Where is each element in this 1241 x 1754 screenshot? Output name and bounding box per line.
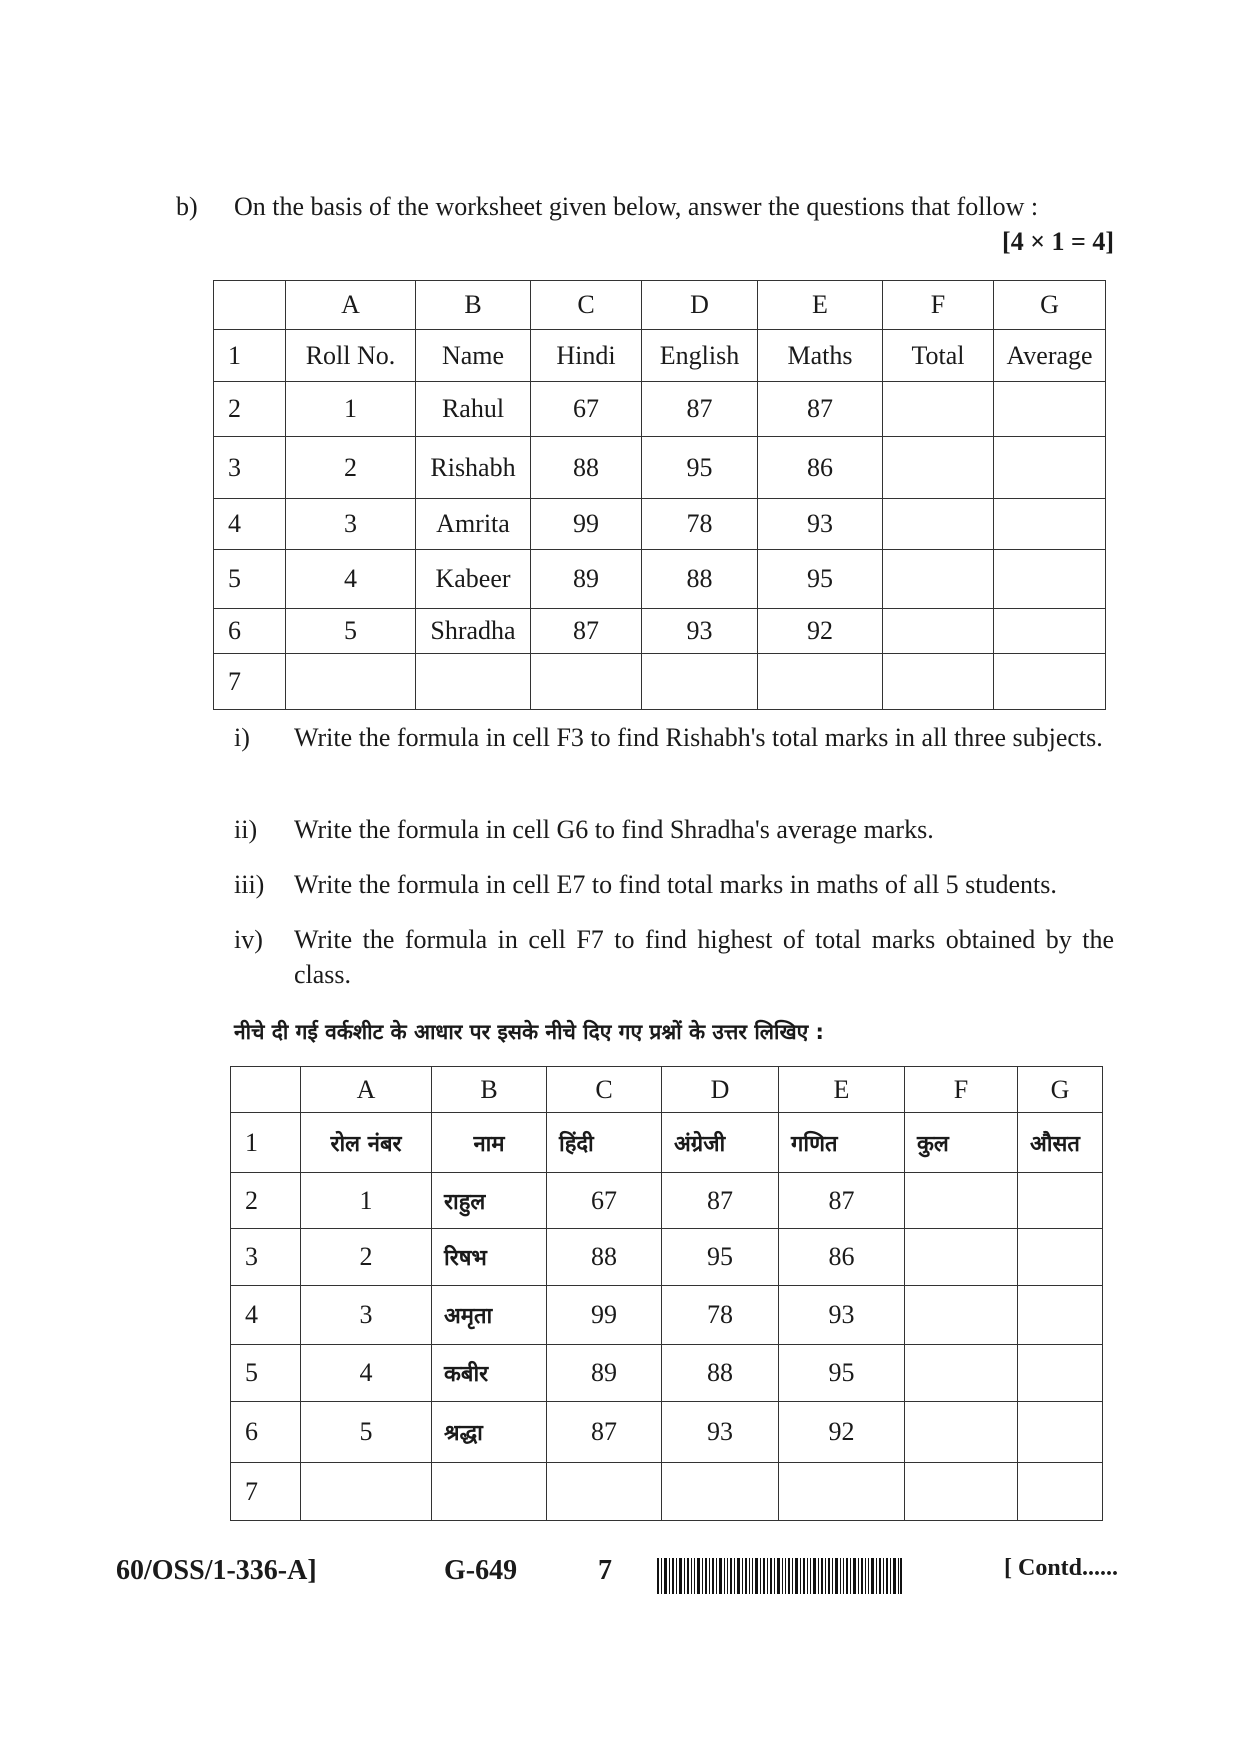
cell: 99 [531,499,642,550]
cell: 95 [662,1229,779,1286]
subquestion-number: i) [234,723,250,752]
cell: 3 [301,1286,432,1345]
cell: 87 [547,1402,662,1463]
cell: कुल [905,1113,1018,1173]
cell: 89 [547,1345,662,1402]
cell: गणित [779,1113,905,1173]
cell: 93 [779,1286,905,1345]
col-header-d: D [662,1067,779,1113]
cell: Rahul [416,382,531,437]
cell: Rishabh [416,437,531,499]
cell [994,382,1106,437]
cell [905,1286,1018,1345]
cell: 86 [758,437,883,499]
cell: 67 [547,1173,662,1229]
cell: 87 [662,1173,779,1229]
subquestion-iii [234,867,1114,902]
cell: English [642,330,758,382]
column-header-row [214,281,1106,330]
table-row [231,1463,1103,1521]
subquestion-text: Write the formula in cell F3 to find Rishabh's total marks in all three subjects. [294,723,1103,752]
table-row [231,1286,1103,1345]
row-number: 6 [231,1402,301,1463]
cell [883,609,994,654]
cell: 87 [758,382,883,437]
cell: 93 [642,609,758,654]
question-text: On the basis of the worksheet given below, answer the questions that follow : [234,192,1039,221]
cell: 87 [779,1173,905,1229]
col-header-f: F [883,281,994,330]
row-number: 1 [214,330,286,382]
question-marks: [4 × 1 = 4] [1002,227,1114,256]
footer-continued: [ Contd...... [1004,1555,1119,1581]
row-number: 6 [214,609,286,654]
row-number: 5 [231,1345,301,1402]
subquestion-i [234,720,1114,790]
table-row [231,1173,1103,1229]
cell [1018,1463,1103,1521]
table-row [231,1113,1103,1173]
cell [883,550,994,609]
footer-page-number: 7 [598,1555,612,1586]
cell [905,1345,1018,1402]
cell [432,1463,547,1521]
cell [994,609,1106,654]
cell [642,654,758,710]
table-row [214,654,1106,710]
cell [1018,1345,1103,1402]
row-number: 3 [231,1229,301,1286]
cell: 3 [286,499,416,550]
cell: 78 [642,499,758,550]
row-number: 2 [231,1173,301,1229]
cell [994,654,1106,710]
footer-paper-code: G-649 [444,1555,518,1586]
cell: 92 [758,609,883,654]
table-row [214,609,1106,654]
col-header-d: D [642,281,758,330]
cell [883,654,994,710]
col-header-c: C [547,1067,662,1113]
cell: नाम [432,1113,547,1173]
subquestion-number: ii) [234,815,258,844]
subquestion-text: Write the formula in cell F7 to find highest of total marks obtained by the class. [294,925,1114,989]
cell: 88 [547,1229,662,1286]
column-header-row [231,1067,1103,1113]
cell [905,1229,1018,1286]
cell: अंग्रेजी [662,1113,779,1173]
cell: 2 [301,1229,432,1286]
subquestion-number: iii) [234,870,265,899]
col-header-b: B [416,281,531,330]
cell [883,437,994,499]
subquestion-ii [234,812,1114,847]
row-number: 7 [214,654,286,710]
cell [994,437,1106,499]
col-header-c: C [531,281,642,330]
table-row [214,330,1106,382]
cell: 4 [301,1345,432,1402]
cell [883,382,994,437]
subquestion-number: iv) [234,925,263,954]
cell: 95 [779,1345,905,1402]
cell [416,654,531,710]
col-header-b: B [432,1067,547,1113]
row-number: 4 [214,499,286,550]
cell: Kabeer [416,550,531,609]
cell: श्रद्धा [432,1402,547,1463]
cell: 93 [662,1402,779,1463]
cell: Name [416,330,531,382]
subquestion-text: Write the formula in cell E7 to find total marks in maths of all 5 students. [294,870,1057,899]
cell: 93 [758,499,883,550]
cell: 99 [547,1286,662,1345]
corner-cell [214,281,286,330]
table-row [231,1229,1103,1286]
cell: 78 [662,1286,779,1345]
col-header-f: F [905,1067,1018,1113]
table-row [214,382,1106,437]
cell: 95 [758,550,883,609]
cell: 88 [642,550,758,609]
cell [883,499,994,550]
cell [905,1463,1018,1521]
cell: Average [994,330,1106,382]
cell: हिंदी [547,1113,662,1173]
row-number: 1 [231,1113,301,1173]
worksheet-table-english [213,280,1106,710]
cell: 67 [531,382,642,437]
cell: 5 [301,1402,432,1463]
cell [1018,1173,1103,1229]
cell: 1 [301,1173,432,1229]
row-number: 3 [214,437,286,499]
cell: रिषभ [432,1229,547,1286]
row-number: 5 [214,550,286,609]
row-number: 2 [214,382,286,437]
cell [994,550,1106,609]
cell [301,1463,432,1521]
corner-cell [231,1067,301,1113]
cell [286,654,416,710]
cell: 86 [779,1229,905,1286]
table-row [231,1345,1103,1402]
row-number: 7 [231,1463,301,1521]
col-header-g: G [994,281,1106,330]
cell: 87 [531,609,642,654]
cell [779,1463,905,1521]
col-header-a: A [286,281,416,330]
cell: 95 [642,437,758,499]
cell [1018,1286,1103,1345]
col-header-g: G [1018,1067,1103,1113]
worksheet-table-hindi [230,1066,1103,1521]
cell: Total [883,330,994,382]
cell: Hindi [531,330,642,382]
cell: रोल नंबर [301,1113,432,1173]
cell: 92 [779,1402,905,1463]
cell: 87 [642,382,758,437]
cell: Shradha [416,609,531,654]
subquestion-iv [234,922,1114,992]
cell [531,654,642,710]
cell: Amrita [416,499,531,550]
cell [994,499,1106,550]
question-label: b) [176,192,198,221]
cell [758,654,883,710]
footer-code: 60/OSS/1-336-A] [116,1555,317,1586]
cell: राहुल [432,1173,547,1229]
table-row [214,550,1106,609]
cell: Roll No. [286,330,416,382]
cell [547,1463,662,1521]
col-header-e: E [779,1067,905,1113]
cell [1018,1229,1103,1286]
subquestion-text: Write the formula in cell G6 to find Shradha's average marks. [294,815,934,844]
cell [1018,1402,1103,1463]
cell: Maths [758,330,883,382]
cell: 89 [531,550,642,609]
barcode [657,1558,902,1594]
cell: कबीर [432,1345,547,1402]
row-number: 4 [231,1286,301,1345]
cell: अमृता [432,1286,547,1345]
cell: 4 [286,550,416,609]
cell: 88 [531,437,642,499]
table-row [214,437,1106,499]
cell: 1 [286,382,416,437]
table-row [214,499,1106,550]
col-header-a: A [301,1067,432,1113]
cell: 5 [286,609,416,654]
cell [905,1402,1018,1463]
cell: 2 [286,437,416,499]
cell: औसत [1018,1113,1103,1173]
cell: 88 [662,1345,779,1402]
cell [662,1463,779,1521]
table-row [231,1402,1103,1463]
cell [905,1173,1018,1229]
hindi-question-text: नीचे दी गई वर्कशीट के आधार पर इसके नीचे दिए गए प्रश्नों के उत्तर लिखिए : [234,1020,824,1044]
col-header-e: E [758,281,883,330]
